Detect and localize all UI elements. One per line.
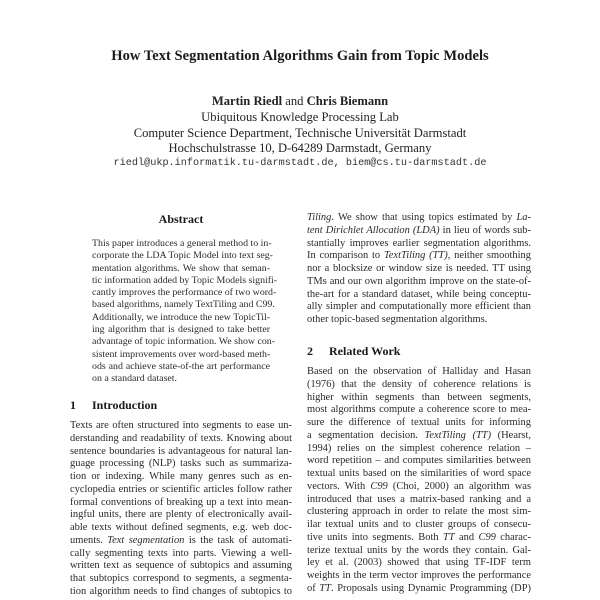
text-line: cantly improves the performance of two word-	[92, 287, 277, 299]
text-line: introduced that uses a matrix-based ranking and a	[307, 493, 531, 505]
text-line: This paper introduces a general method to in-	[92, 238, 272, 249]
text-line: guage processing (NLP) tasks such as summariza-	[70, 458, 292, 470]
text-line: (1976) that the density of coherence relations is	[307, 378, 531, 390]
text-line: higher within segments than between segments,	[307, 391, 531, 403]
text-line: mentation algorithms. We show that seman-	[92, 262, 270, 274]
text-line: terize textual units by the words they contain. Gal-	[307, 544, 531, 556]
text-line: weights in the term vector improves the performance	[307, 570, 531, 581]
text-line: sentence boundaries is advantageous for natural lan-	[70, 445, 292, 457]
text-line: Texts are often structured into segments to ease un-	[70, 420, 292, 431]
text-line: stantially improves earlier segmentation algorithms.	[307, 237, 531, 249]
text-line: ley et al. (2003) showed that using TF-IDF term	[307, 557, 531, 569]
text-line: able texts without defined segments, e.g. web doc-	[70, 522, 292, 533]
text-line: ally simpler and computationally more efficient than	[307, 301, 531, 313]
text-line: TMs and our own algorithm improve on the state-of-	[307, 275, 531, 287]
abstract-body	[92, 238, 278, 386]
section-title: Related Work	[329, 344, 401, 358]
text-line: tion or indexing. While many genres such as en-	[70, 471, 292, 482]
text-line: ing algorithm that is designed to take better	[92, 324, 270, 336]
paper-title: How Text Segmentation Algorithms Gain from Topic Models	[111, 48, 489, 64]
affiliation-line: Ubiquitous Knowledge Processing Lab	[201, 109, 399, 124]
text-line: advantage of topic information. We show con-	[92, 336, 276, 348]
text-line: ods and achieve state-of-the art performance	[92, 360, 270, 372]
section-heading-related-work	[307, 344, 400, 359]
text-line: vectors. With C99 (Choi, 2000) an algorithm was	[307, 480, 532, 492]
text-line: cyclopedia entries or scientific articles follow rather	[70, 483, 292, 495]
text-line: uments. Text segmentation is the task of automati-	[70, 534, 293, 546]
text-line: other topic-based segmentation algorithms.	[307, 314, 488, 325]
text-line: a segmentation decision. TextTiling (TT) (Hearst,	[307, 429, 531, 441]
abstract-heading: Abstract	[158, 212, 204, 226]
text-line: ilar textual units and to cluster groups of consecu-	[307, 519, 531, 530]
introduction-continued-body	[307, 212, 531, 327]
text-line: 1994) relies on the simplest coherence relation –	[307, 442, 531, 454]
text-line: written text as sequence of subtopics and assuming	[70, 560, 292, 572]
text-line: sure the difference of textual units for informing	[307, 417, 531, 428]
author-conjunction: and	[285, 94, 304, 108]
text-line: cally segmenting texts into parts. Viewing a well-	[70, 547, 292, 559]
text-line: corporate the LDA Topic Model into text seg-	[92, 250, 273, 262]
text-line: based algorithms, namely TextTiling and C99.	[92, 299, 275, 311]
text-line: clustering approach in order to relate the most sim-	[307, 506, 531, 518]
text-line: tic information added by Topic Models signifi-	[92, 274, 278, 286]
section-number: 2	[307, 344, 313, 358]
author-emails: riedl@ukp.informatik.tu-darmstadt.de, biem@cs.tu-darmstadt.de	[113, 158, 487, 170]
text-line: Based on the observation of Halliday and Hasan	[307, 366, 531, 377]
text-line: Additionally, we introduce the new TopicTil-	[92, 311, 271, 323]
text-line: tion algorithm needs to find changes of subtopics to	[70, 585, 292, 597]
author-names	[0, 94, 600, 110]
text-line: on a standard dataset.	[92, 373, 178, 385]
text-line: sistent improvements over word-based meth-	[92, 348, 271, 360]
text-line: tive units into segments. Both TT and C99 charac-	[307, 531, 531, 543]
affiliation-line: Computer Science Department, Technische Universität Darmstadt	[133, 125, 467, 140]
text-line: In comparison to TextTiling (TT), neither smoothing	[307, 250, 531, 262]
text-line: Tiling. We show that using topics estimated by La-	[307, 212, 531, 223]
affiliation-line: Hochschulstrasse 10, D-64289 Darmstadt, Germany	[168, 141, 432, 156]
section-heading-introduction	[70, 398, 157, 413]
text-line: of TT. Proposals using Dynamic Programming (DP)	[307, 582, 531, 594]
related-work-body	[307, 366, 531, 596]
author-name: Chris Biemann	[306, 94, 389, 108]
text-line: ingful units, there are plenty of electronically avail-	[70, 509, 292, 521]
text-line: that subtopics correspond to segments, a segmenta-	[70, 573, 292, 584]
text-line: tent Dirichlet Allocation (LDA) in lieu of words sub-	[307, 224, 531, 236]
author-block	[0, 94, 600, 171]
section-title: Introduction	[92, 398, 158, 412]
introduction-body	[70, 420, 292, 599]
text-line: most algorithms compute a coherence score to mea-	[307, 404, 531, 416]
text-line: derstanding and readability of texts. Knowing about	[70, 432, 292, 444]
text-line: nor a blocksize or window size is needed. TT using	[307, 263, 531, 274]
text-line: formal conventions of breaking up a text into mean-	[70, 496, 292, 508]
text-line: textual units based on the similarities of word space	[307, 468, 531, 479]
text-line: the-art for a standard dataset, while being conceptu-	[307, 288, 531, 300]
text-line: word repetition – and computes similarities between	[307, 455, 531, 467]
author-name: Martin Riedl	[211, 94, 283, 108]
section-number: 1	[70, 398, 76, 412]
